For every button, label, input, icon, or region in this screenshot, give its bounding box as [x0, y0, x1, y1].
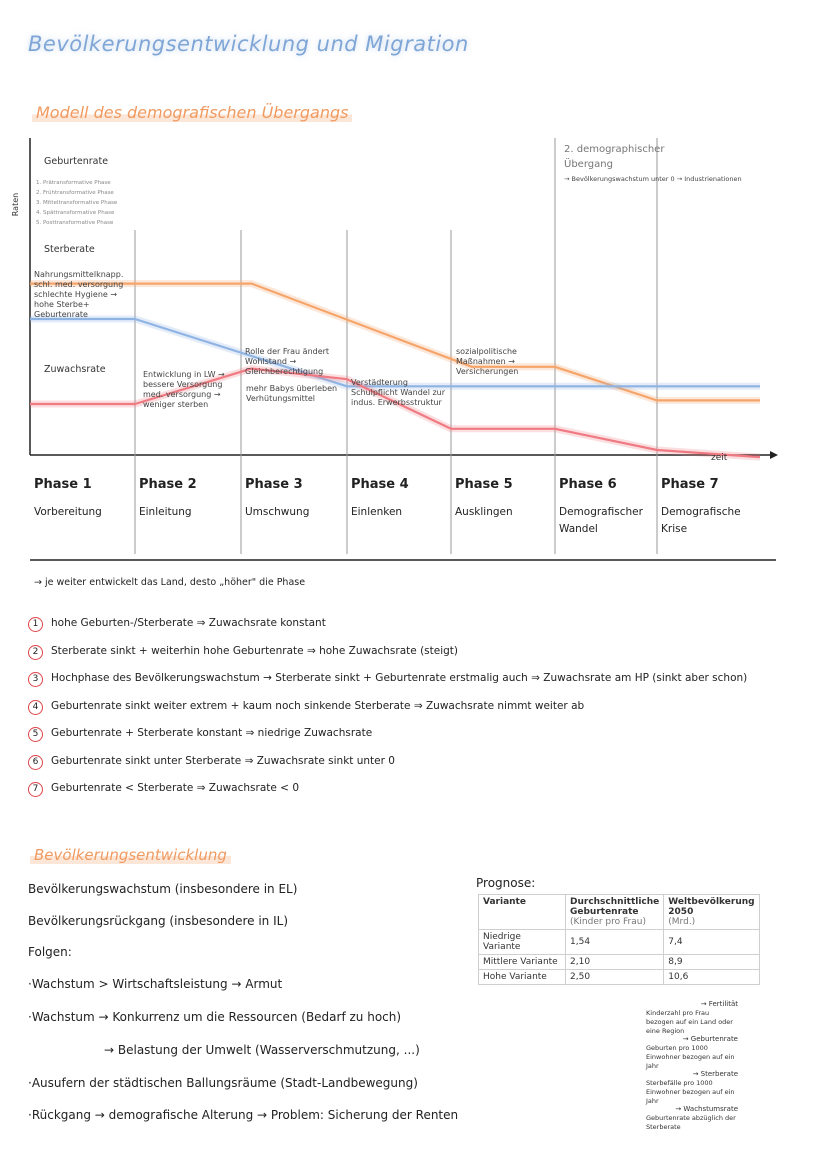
bev-line: ·Wachstum > Wirtschaftsleistung → Armut: [28, 977, 283, 991]
definition-text: Geburtenrate abzüglich der Sterberate: [646, 1114, 736, 1131]
table-row: Niedrige Variante 1,54 7,4: [479, 930, 760, 955]
phase-label: Demografischer Wandel: [559, 506, 643, 535]
list-text: Geburtenrate sinkt weiter extrem + kaum noch sinkende Sterberate ⇒ Zuwachsrate nimmt weiter ab: [51, 699, 585, 712]
prognose-table: [478, 894, 760, 985]
section-heading: Bevölkerungsentwicklung: [30, 846, 231, 864]
phase-name: Phase 7: [661, 477, 719, 492]
definition-item: [646, 1000, 738, 1036]
phase3-note-a: Rolle der Frau ändert Wohlstand → Gleichberechtigung: [245, 347, 330, 376]
list-text: Geburtenrate + Sterberate konstant ⇒ niedrige Zuwachsrate: [51, 727, 373, 739]
phase-name: Phase 5: [455, 477, 513, 492]
phase-name: Phase 4: [351, 477, 409, 492]
phase-name: Phase 6: [559, 477, 617, 492]
bev-line: ·Rückgang → demografische Alterung → Problem: Sicherung der Renten: [28, 1108, 459, 1122]
col-weltbev: Weltbevölkerung 2050 (Mrd.): [664, 895, 759, 930]
list-text: hohe Geburten-/Sterberate ⇒ Zuwachsrate konstant: [51, 617, 326, 629]
phase-label: Demografische Krise: [661, 506, 741, 535]
phase-name: Phase 1: [34, 477, 92, 492]
death-rate-line-glow: [30, 319, 760, 386]
list-text: Hochphase des Bevölkerungswachstum → Sterberate sinkt + Geburtenrate erstmalig auch ⇒ Zuwachsrate am HP (sinkt aber schon): [51, 672, 748, 684]
prognose-title: Prognose:: [476, 876, 536, 890]
list-item: [28, 617, 326, 632]
number-circle: 2: [28, 645, 43, 660]
phase-name: Phase 3: [245, 477, 303, 492]
second-transition-note: → Bevölkerungswachstum unter 0 → Industrienationen: [564, 175, 742, 183]
bev-line: ·Ausufern der städtischen Ballungsräume (Stadt-Landbewegung): [28, 1076, 418, 1090]
definition-text: Sterbefälle pro 1000 Einwohner bezogen auf ein Jahr: [646, 1079, 735, 1105]
phase3-note-b: mehr Babys überleben Verhütungsmittel: [246, 384, 338, 403]
phase-label: Einleitung: [139, 506, 192, 518]
phase2-note: Entwicklung in LW → bessere Versorgung med. versorgung → weniger sterben: [143, 370, 225, 409]
bev-line: Bevölkerungsrückgang (insbesondere in IL): [28, 914, 289, 928]
second-transition-label: 2. demographischer Übergang: [564, 144, 665, 170]
definition-term: → Wachstumsrate: [675, 1105, 738, 1113]
growth-rate-label: Zuwachsrate: [44, 364, 106, 375]
phase-label: Vorbereitung: [34, 506, 102, 518]
col-variante: Variante: [479, 895, 566, 930]
series-lines: [30, 284, 760, 458]
page-title: Bevölkerungsentwicklung und Migration: [28, 32, 469, 56]
x-axis-arrow-icon: [770, 451, 778, 459]
phase-label: Ausklingen: [455, 506, 513, 518]
bev-line: Folgen:: [28, 945, 72, 959]
definition-item: [646, 1070, 738, 1106]
death-cause-note: Nahrungsmittelknapp. schl. med. versorgung schlechte Hygiene → hohe Sterbe+ Geburtenrate: [34, 270, 124, 319]
definition-item: [646, 1105, 738, 1132]
number-circle: 1: [28, 617, 43, 632]
death-rate-line: [30, 319, 760, 386]
phase5-note: sozialpolitische Maßnahmen → Versicherungen: [456, 347, 519, 376]
number-circle: 4: [28, 700, 43, 715]
definition-text: Kinderzahl pro Frau bezogen auf ein Land oder eine Region: [646, 1009, 733, 1035]
phase-label: Umschwung: [245, 506, 310, 518]
number-circle: 3: [28, 672, 43, 687]
y-axis-label: Raten: [11, 192, 21, 217]
phase4-note: Verstädterung Schulpflicht Wandel zur indus. Erwerbsstruktur: [351, 378, 446, 407]
chart-heading: Modell des demografischen Übergangs: [32, 103, 352, 122]
table-row: Mittlere Variante 2,10 8,9: [479, 955, 760, 970]
phase-label: Einlenken: [351, 506, 403, 518]
death-rate-label: Sterberate: [44, 244, 95, 255]
definition-item: [646, 1035, 738, 1071]
list-item: [28, 727, 372, 742]
arrow-note: → je weiter entwickelt das Land, desto „höher" die Phase: [34, 577, 306, 588]
x-axis-label: zeit: [711, 453, 728, 463]
number-circle: 5: [28, 727, 43, 742]
definition-text: Geburten pro 1000 Einwohner bezogen auf ein Jahr: [646, 1044, 735, 1070]
number-circle: 7: [28, 782, 43, 797]
definition-term: → Fertilität: [700, 1000, 738, 1008]
list-text: Sterberate sinkt + weiterhin hohe Geburtenrate ⇒ hohe Zuwachsrate (steigt): [51, 644, 459, 657]
bev-line: → Belastung der Umwelt (Wasserverschmutzung, ...): [104, 1043, 420, 1057]
list-text: Geburtenrate sinkt unter Sterberate ⇒ Zuwachsrate sinkt unter 0: [51, 754, 395, 767]
bev-line: ·Wachstum → Konkurrenz um die Ressourcen (Bedarf zu hoch): [28, 1010, 402, 1024]
number-circle: 6: [28, 755, 43, 770]
list-item: [28, 700, 584, 715]
birth-rate-label: Geburtenrate: [44, 156, 109, 167]
definition-term: → Sterberate: [692, 1070, 738, 1078]
phase-name-list: 1. Prätransformative Phase 2. Frühtransformative Phase 3. Mitteltransformative Phase 4. Spättransformative Phase 5. Posttransformative Phase: [36, 180, 118, 226]
bev-line: Bevölkerungswachstum (insbesondere in EL): [28, 882, 298, 896]
list-item: [28, 672, 747, 687]
list-item: [28, 782, 299, 797]
list-item: [28, 755, 395, 770]
table-row: Hohe Variante 2,50 10,6: [479, 970, 760, 985]
list-text: Geburtenrate < Sterberate ⇒ Zuwachsrate < 0: [51, 782, 300, 794]
phase-name: Phase 2: [139, 477, 197, 492]
definition-term: → Geburtenrate: [682, 1035, 738, 1043]
list-item: [28, 645, 458, 660]
col-geburtenrate: Durchschnittliche Geburtenrate (Kinder pro Frau): [566, 895, 664, 930]
